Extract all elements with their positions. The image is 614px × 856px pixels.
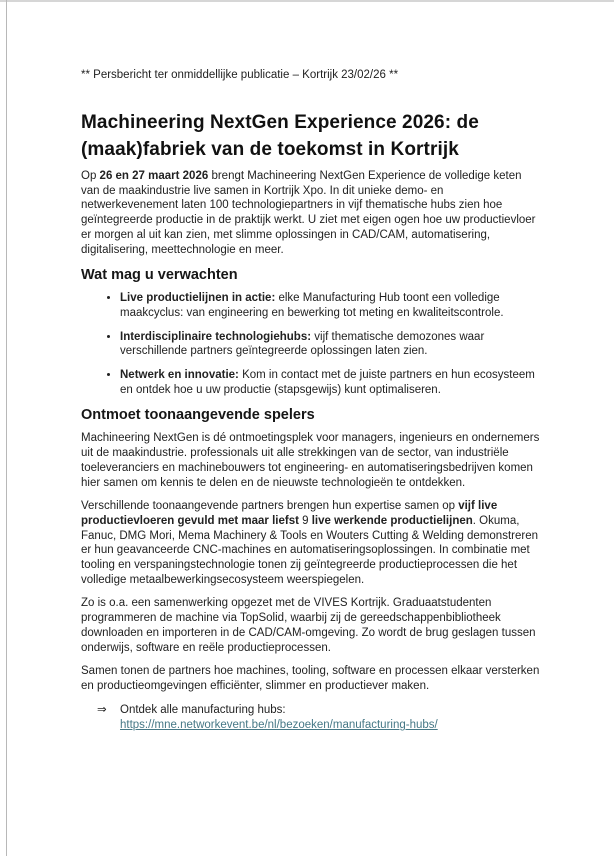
arrow-right-icon: ⇒ (97, 703, 107, 716)
document-page (81, 68, 541, 734)
list-item: • Interdisciplinaire technologiehubs: vijf thematische demozones waar verschillende partners geïntegreerde oplossingen laten zien. (120, 330, 541, 359)
page-left-edge (6, 0, 7, 856)
press-release-line: ** Persbericht ter onmiddellijke publicatie – Kortrijk 23/02/26 ** (81, 69, 399, 81)
players-paragraph-2: Verschillende toonaangevende partners brengen hun expertise samen op vijf live productievloeren gevuld met maar liefst 9 live werkende productielijnen. Okuma, Fanuc, DMG Mori, Mema Machinery & Tools en Wouters Cutting & Welding demonstreren er hun geavanceerde CNC-machines en automatiseringsoplossingen. In combinatie met tooling en verspaningstechnologie tonen zij geïntegreerde productieprocessen die het volledige metaalbewerkingsecosysteem weerspiegelen. (81, 500, 538, 586)
document-title: Machineering NextGen Experience 2026: de (maak)fabriek van de toekomst in Kortrijk (81, 112, 479, 160)
manufacturing-hubs-link[interactable]: https://mne.networkevent.be/nl/bezoeken/manufacturing-hubs/ (120, 719, 438, 732)
players-paragraph-4: Samen tonen de partners hoe machines, tooling, software en processen elkaar versterken en productieomgevingen efficiënter, slimmer en productiever maken. (81, 665, 540, 692)
expectations-bullet-list (81, 291, 541, 397)
section-heading-players: Ontmoet toonaangevende spelers (81, 407, 315, 424)
list-item: • Netwerk en innovatie: Kom in contact met de juiste partners en hun ecosysteem en ontdek hoe u uw productie (stapsgewijs) kunt optimaliseren. (120, 368, 541, 397)
players-paragraph-1: Machineering NextGen is dé ontmoetingsplek voor managers, ingenieurs en ondernemers uit de maakindustrie. professionals uit alle strekkingen van de sector, van industriële toeleveranciers en machinebouwers tot engineering- en automatiseringsbedrijven komen hier samen om kennis te delen en de nieuwste technologieën te ontdekken. (81, 432, 540, 489)
section-heading-expect: Wat mag u verwachten (81, 267, 238, 284)
players-paragraph-3: Zo is o.a. een samenwerking opgezet met de VIVES Kortrijk. Graduaatstudenten programmeren de machine via TopSolid, waarbij zij de gereedschappenbibliotheek downloaden en importeren in de CAD/CAM-omgeving. Zo wordt de brug geslagen tussen onderwijs, software en reële productieprocessen. (81, 597, 536, 654)
intro-paragraph: Op 26 en 27 maart 2026 brengt Machineering NextGen Experience de volledige keten van de maakindustrie live samen in Kortrijk Xpo. In dit unieke demo- en netwerkevenement laten 100 technologiepartners in vijf thematische hubs zien hoe geïntegreerde productie in de praktijk werkt. U ziet met eigen ogen hoe uw productievloer er morgen al uit kan zien, met slimme oplossingen in CAD/CAM, automatisering, digitalisering, meettechnologie en meer. (81, 170, 536, 256)
page-top-edge (0, 0, 614, 2)
cta-row (81, 703, 541, 734)
cta-label: Ontdek alle manufacturing hubs: (120, 703, 286, 716)
list-item: • Live productielijnen in actie: elke Manufacturing Hub toont een volledige maakcyclus: van engineering en bewerking tot meting en kwaliteitscontrole. (120, 291, 541, 320)
